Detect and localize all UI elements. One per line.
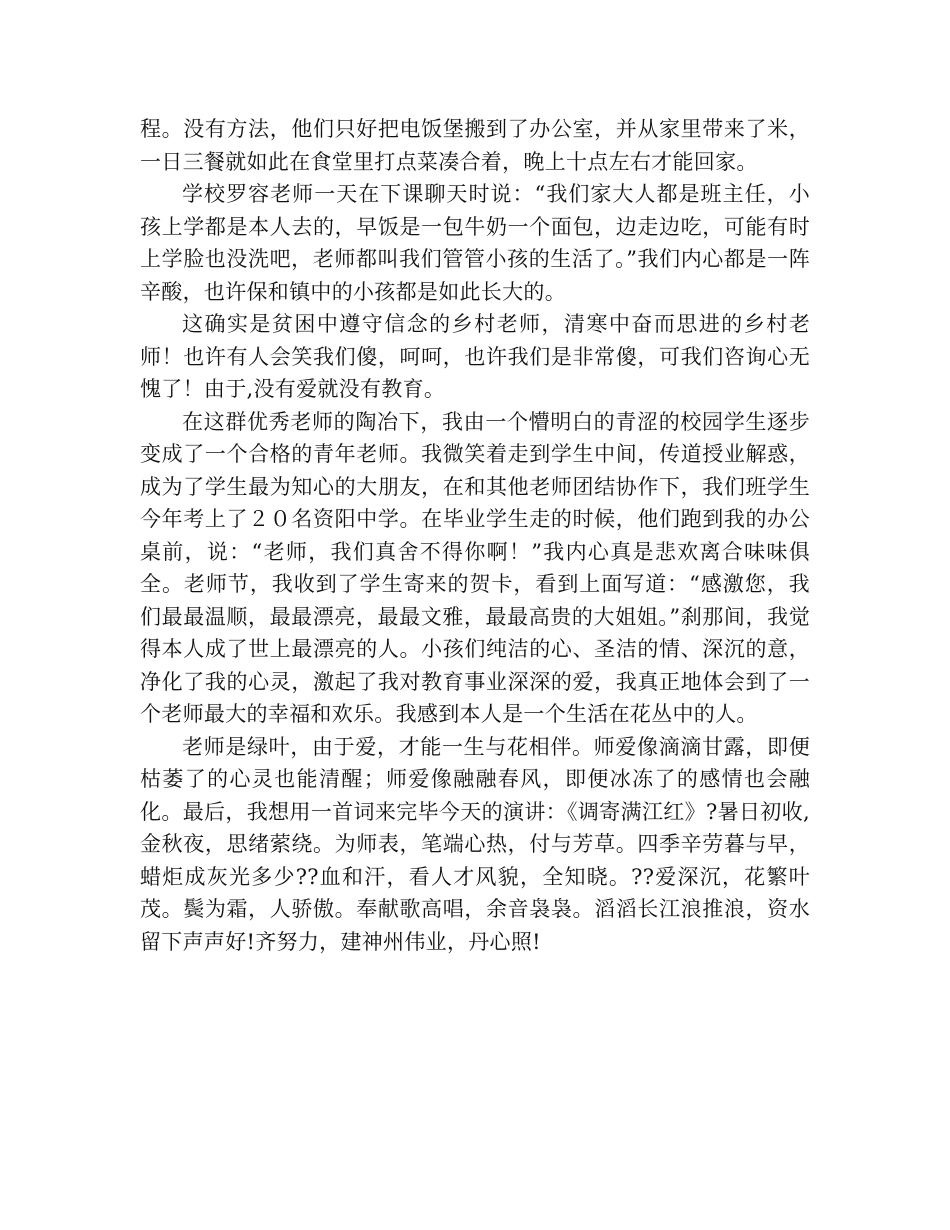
paragraph-teacher-quote: 学校罗容老师一天在下课聊天时说：“我们家大人都是班主任，小孩上学都是本人去的，早饭是一包牛奶一个面包，边走边吃，可能有时上学脸也没洗吧，老师都叫我们管管小孩的生活了。”我们内心都是一阵辛酸，也许保和镇中的小孩都是如此长大的。 bbox=[140, 182, 810, 304]
paragraph-rural-teachers: 这确实是贫困中遵守信念的乡村老师，清寒中奋而思进的乡村老师！也许有人会笑我们傻，呵呵，也许我们是非常傻，可我们咨询心无愧了！由于,没有爱就没有教育。 bbox=[140, 312, 810, 401]
document-page bbox=[140, 113, 810, 958]
paragraph-growth: 在这群优秀老师的陶冶下，我由一个懵明白的青涩的校园学生逐步变成了一个合格的青年老师。我微笑着走到学生中间，传道授业解惑，成为了学生最为知心的大朋友，在和其他老师团结协作下，我们班学生今年考上了２０名资阳中学。在毕业学生走的时候，他们跑到我的办公桌前，说：“老师，我们真舍不得你啊！”我内心真是悲欢离合味味俱全。老师节，我收到了学生寄来的贺卡，看到上面写道：“感激您，我们最最温顺，最最漂亮，最最文雅，最最高贵的大姐姐。”刹那间，我觉得本人成了世上最漂亮的人。小孩们纯洁的心、圣洁的情、深沉的意，净化了我的心灵，激起了我对教育事业深深的爱，我真正地体会到了一个老师最大的幸福和欢乐。我感到本人是一个生活在花丛中的人。 bbox=[140, 409, 810, 726]
paragraph-closing-poem: 老师是绿叶，由于爱，才能一生与花相伴。师爱像滴滴甘露，即便枯萎了的心灵也能清醒；师爱像融融春风，即便冰冻了的感情也会融化。最后，我想用一首词来完毕今天的演讲：《调寄满江红》?暑日初收,金秋夜，思绪萦绕。为师表，笔端心热，付与芳草。四季辛劳暮与早，蜡炬成灰光多少??血和汗，看人才风貌，全知晓。??爱深沉，花繁叶茂。鬓为霜，人骄傲。奉献歌高唱，余音袅袅。滔滔长江浪推浪，资水留下声声好!齐努力，建神州伟业，丹心照! bbox=[140, 734, 810, 954]
paragraph-continuation: 程。没有方法，他们只好把电饭堡搬到了办公室，并从家里带来了米，一日三餐就如此在食堂里打点菜凑合着，晚上十点左右才能回家。 bbox=[140, 117, 810, 174]
